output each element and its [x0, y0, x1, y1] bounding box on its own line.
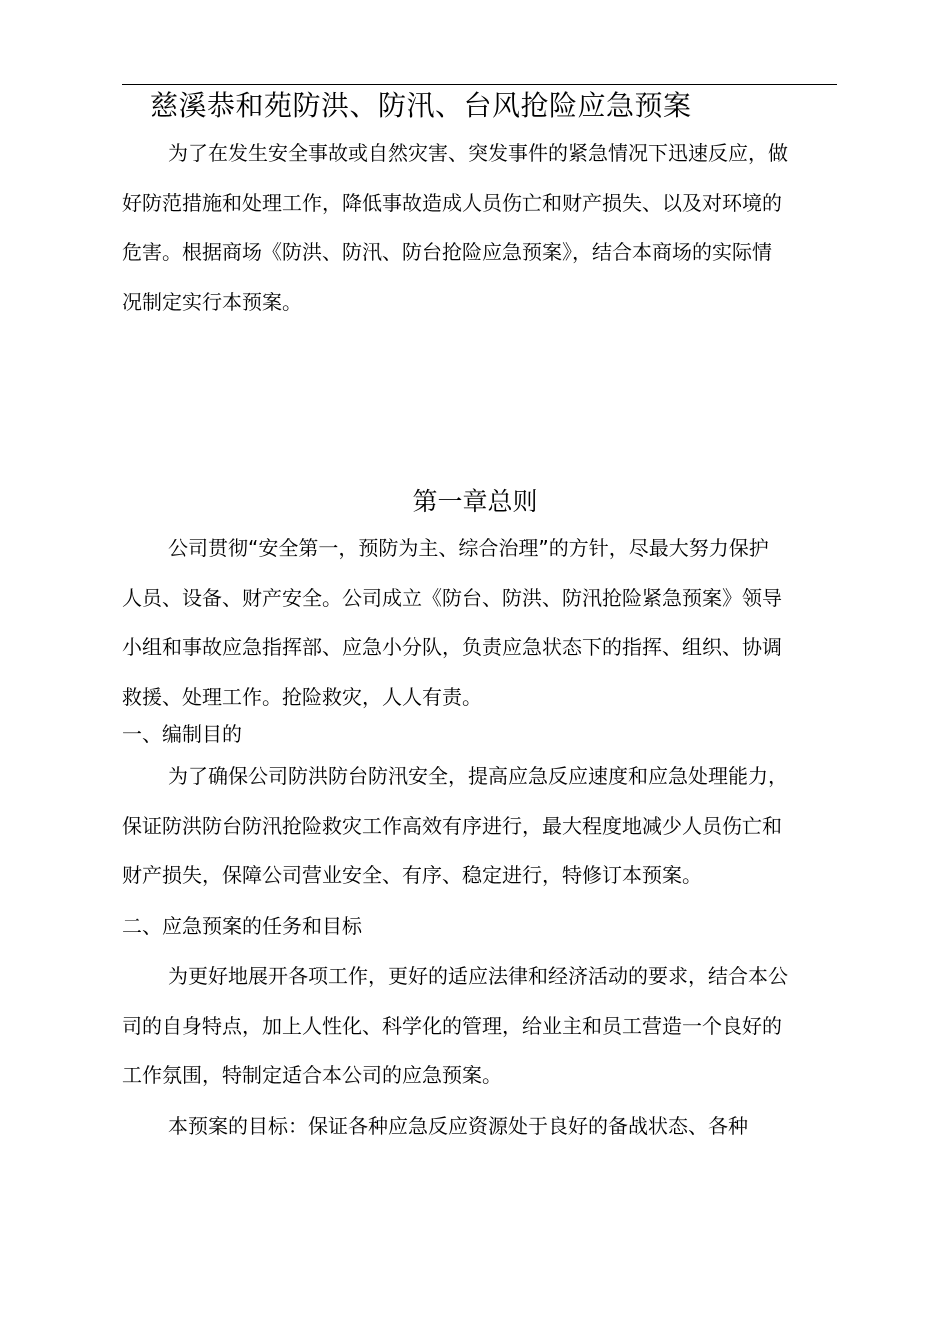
section-heading-purpose: 一、编制目的: [122, 722, 242, 746]
intro-line: 况制定实行本预案。: [122, 289, 302, 314]
chapter-intro-line: 救援、处理工作。抢险救灾，人人有责。: [122, 684, 482, 709]
document-title: 慈溪恭和苑防洪、防汛、台风抢险应急预案: [150, 89, 692, 122]
section-purpose-line: 财产损失，保障公司营业安全、有序、稳定进行，特修订本预案。: [122, 863, 702, 887]
goal-line: 本预案的目标：保证各种应急反应资源处于良好的备战状态、各种: [168, 1114, 748, 1138]
section-tasks-paragraph: [122, 952, 842, 1101]
chapter-intro-line: 人员、设备、财产安全。公司成立《防台、防洪、防汛抢险紧急预案》领导: [122, 585, 782, 610]
section-tasks-line: 工作氛围，特制定适合本公司的应急预案。: [122, 1063, 502, 1087]
chapter-intro-paragraph: [122, 524, 842, 722]
chapter-intro-line: 小组和事故应急指挥部、应急小分队，负责应急状态下的指挥、组织、协调: [122, 635, 782, 659]
intro-line: 为了在发生安全事故或自然灾害、突发事件的紧急情况下迅速反应，做: [168, 141, 788, 165]
section-tasks-line: 为更好地展开各项工作，更好的适应法律和经济活动的要求，结合本公: [168, 964, 788, 988]
section-tasks-line: 司的自身特点，加上人性化、科学化的管理，给业主和员工营造一个良好的: [122, 1013, 782, 1038]
section-purpose-line: 为了确保公司防洪防台防汛安全，提高应急反应速度和应急处理能力，: [168, 764, 788, 788]
chapter-intro-line: 公司贯彻“安全第一，预防为主、综合治理”的方针，尽最大努力保护: [168, 536, 769, 560]
intro-paragraph: [122, 129, 842, 327]
section-purpose-line: 保证防洪防台防汛抢险救灾工作高效有序进行，最大程度地减少人员伤亡和: [122, 813, 782, 838]
intro-line: 危害。根据商场《防洪、防汛、防台抢险应急预案》，结合本商场的实际情: [122, 240, 772, 264]
intro-line: 好防范措施和处理工作，降低事故造成人员伤亡和财产损失、以及对环境的: [122, 190, 782, 215]
section-heading-tasks: 二、应急预案的任务和目标: [122, 914, 362, 938]
section-purpose-paragraph: [122, 752, 842, 901]
chapter-title: 第一章总则: [412, 487, 538, 516]
